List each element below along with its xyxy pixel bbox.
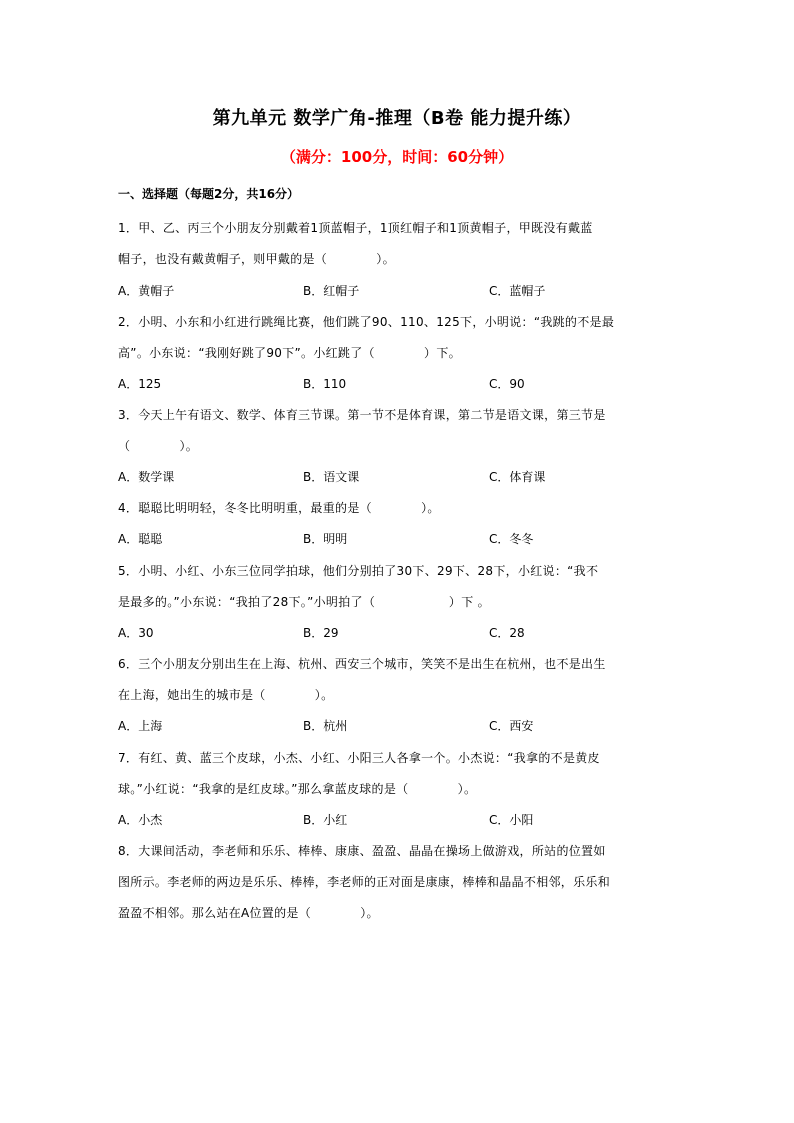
question-1-option-a: A．黄帽子 bbox=[118, 284, 175, 298]
question-3-option-a: A．数学课 bbox=[118, 470, 175, 484]
question-8-line-3: 盈盈不相邻。那么站在A位置的是（ ）。 bbox=[118, 906, 379, 920]
question-6-option-c: C．西安 bbox=[489, 719, 534, 733]
question-4-option-c: C．冬冬 bbox=[489, 532, 534, 546]
question-5-line-1: 5．小明、小红、小东三位同学拍球，他们分别拍了30下、29下、28下，小红说：“我不 bbox=[118, 564, 599, 578]
question-8-line-1: 8．大课间活动，李老师和乐乐、棒棒、康康、盈盈、晶晶在操场上做游戏，所站的位置如 bbox=[118, 844, 606, 858]
question-6-option-b: B．杭州 bbox=[303, 719, 348, 733]
question-1-option-b: B．红帽子 bbox=[303, 284, 360, 298]
question-1-line-2: 帽子，也没有戴黄帽子，则甲戴的是（ ）。 bbox=[118, 252, 395, 266]
question-6-line-1: 6．三个小朋友分别出生在上海、杭州、西安三个城市，笑笑不是出生在杭州，也不是出生 bbox=[118, 657, 606, 671]
question-5-option-c: C．28 bbox=[489, 626, 525, 640]
question-1-line-1: 1．甲、乙、丙三个小朋友分别戴着1顶蓝帽子，1顶红帽子和1顶黄帽子，甲既没有戴蓝 bbox=[118, 221, 593, 235]
question-2-option-a: A．125 bbox=[118, 377, 162, 391]
question-7-line-2: 球。”小红说：“我拿的是红皮球。”那么拿蓝皮球的是（ ）。 bbox=[118, 782, 477, 796]
question-3-line-2: （ ）。 bbox=[118, 439, 199, 453]
question-5-option-a: A．30 bbox=[118, 626, 154, 640]
page-title: 第九单元 数学广角-推理（B卷 能力提升练） bbox=[212, 108, 582, 129]
question-2-line-2: 高”。小东说：“我刚好跳了90下”。小红跳了（ ）下。 bbox=[118, 346, 461, 360]
question-7-line-1: 7．有红、黄、蓝三个皮球，小杰、小红、小阳三人各拿一个。小杰说：“我拿的不是黄皮 bbox=[118, 751, 600, 765]
question-4-option-a: A．聪聪 bbox=[118, 532, 163, 546]
question-7-option-c: C．小阳 bbox=[489, 813, 534, 827]
question-4-option-b: B．明明 bbox=[303, 532, 348, 546]
question-6-option-a: A．上海 bbox=[118, 719, 163, 733]
question-3-line-1: 3．今天上午有语文、数学、体育三节课。第一节不是体育课，第二节是语文课，第三节是 bbox=[118, 408, 606, 422]
question-6-line-2: 在上海，她出生的城市是（ ）。 bbox=[118, 688, 334, 702]
question-1-option-c: C．蓝帽子 bbox=[489, 284, 546, 298]
question-3-option-b: B．语文课 bbox=[303, 470, 360, 484]
question-4-line-1: 4．聪聪比明明轻，冬冬比明明重，最重的是（ ）。 bbox=[118, 501, 440, 515]
question-7-option-b: B．小红 bbox=[303, 813, 348, 827]
question-5-option-b: B．29 bbox=[303, 626, 339, 640]
score-time-subtitle: （满分：100分，时间：60分钟） bbox=[280, 148, 514, 166]
question-2-option-b: B．110 bbox=[303, 377, 347, 391]
section-heading: 一、选择题（每题2分，共16分） bbox=[118, 187, 300, 201]
question-8-line-2: 图所示。李老师的两边是乐乐、棒棒，李老师的正对面是康康，棒棒和晶晶不相邻，乐乐和 bbox=[118, 875, 611, 889]
question-2-line-1: 2．小明、小东和小红进行跳绳比赛，他们跳了90、110、125下，小明说：“我跳的不是最 bbox=[118, 315, 615, 329]
question-3-option-c: C．体育课 bbox=[489, 470, 546, 484]
question-5-line-2: 是最多的。”小东说：“我拍了28下。”小明拍了（ ）下 。 bbox=[118, 595, 490, 609]
question-7-option-a: A．小杰 bbox=[118, 813, 163, 827]
question-2-option-c: C．90 bbox=[489, 377, 525, 391]
